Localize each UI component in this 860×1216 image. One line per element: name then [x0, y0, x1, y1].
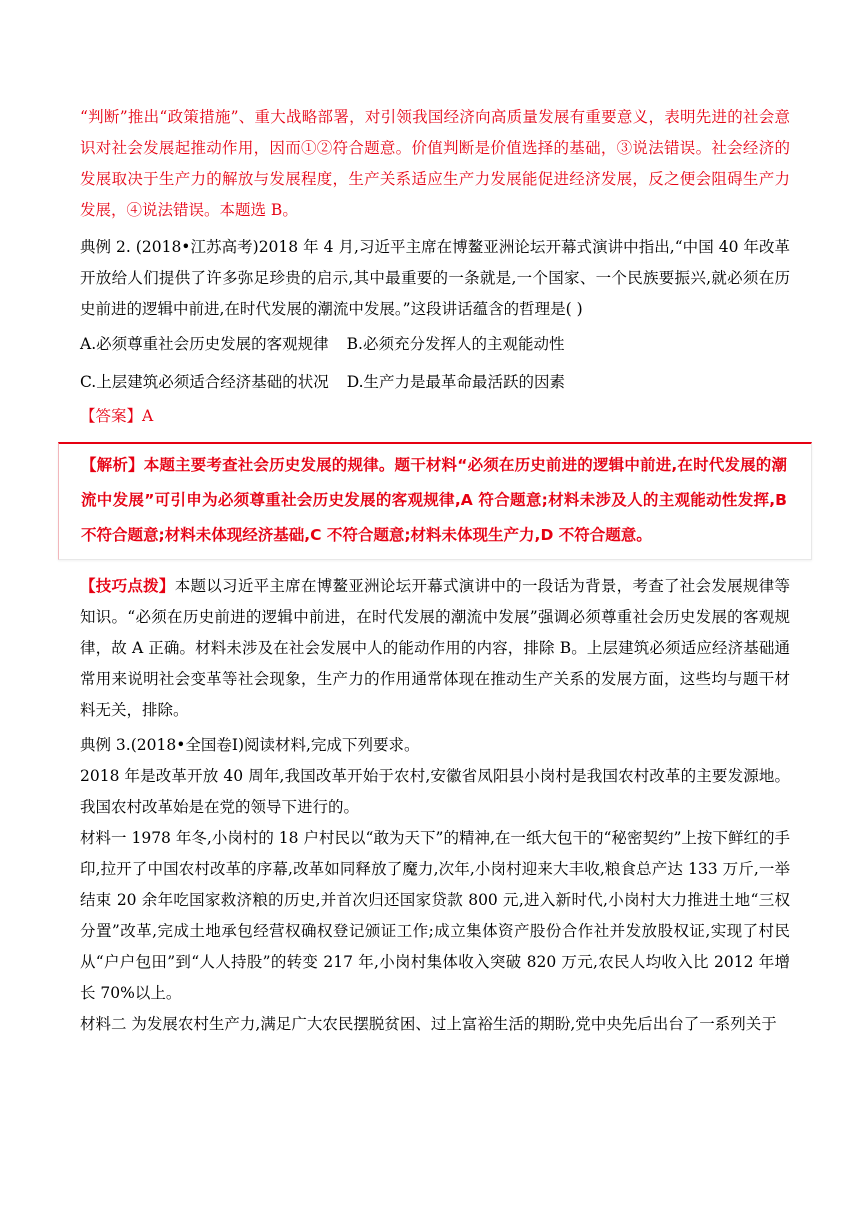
example3-material2: 材料二 为发展农村生产力,满足广大农民摆脱贫困、过上富裕生活的期盼,党中央先后出台了一系列关于 [80, 1015, 777, 1033]
example2-question: 典例 2. (2018•江苏高考)2018 年 4 月,习近平主席在博鳌亚洲论坛开幕式演讲中指出,“中国 40 年改革开放给人们提供了许多弥足珍贵的启示,其中最重要的一条就是,一个国家、一个民族要振兴,就必须在历史前进的逻辑中前进,在时代发展的潮流中发展。”这段讲话蕴含的哲理是( ) [80, 238, 790, 318]
example2-analysis: 【解析】本题主要考查社会历史发展的规律。题干材料“必须在历史前进的逻辑中前进,在时代发展的潮流中发展”可引申为必须尊重社会历史发展的客观规律,A 符合题意;材料未涉及人的主观能动性发挥,B 不符合题意;材料未体现经济基础,C 不符合题意;材料未体现生产力,D 不符合题意。 [81, 456, 787, 544]
option-a: A.必须尊重社会历史发展的客观规律 [80, 335, 329, 353]
example3-intro: 2018 年是改革开放 40 周年,我国改革开始于农村,安徽省凤阳县小岗村是我国农村改革的主要发源地。我国农村改革始是在党的领导下进行的。 [80, 767, 790, 816]
option-b: B.必须充分发挥人的主观能动性 [346, 335, 565, 353]
option-d: D.生产力是最革命最活跃的因素 [346, 373, 566, 391]
example2-options-row1 [80, 325, 790, 363]
skill-tip [80, 570, 790, 726]
analysis-box [58, 442, 812, 560]
option-c: C.上层建筑必须适合经济基础的状况 [80, 373, 329, 391]
example2-answer: 【答案】A [80, 407, 154, 425]
skill-tip-text: 本题以习近平主席在博鳌亚洲论坛开幕式演讲中的一段话为背景，考查了社会发展规律等知识。“必须在历史前进的逻辑中前进，在时代发展的潮流中发展”强调必须尊重社会历史发展的客观规律，故 A 正确。材料未涉及在社会发展中人的能动作用的内容，排除 B。上层建筑必须适应经济基础通常用来说明社会变革等社会现象，生产力的作用通常体现在推动生产关系的发展方面，这些均与题干材料无关，排除。 [80, 577, 790, 719]
example2-options-row2 [80, 363, 790, 401]
example3-material1: 材料一 1978 年冬,小岗村的 18 户村民以“敢为天下”的精神,在一纸大包干的“秘密契约”上按下鲜红的手印,拉开了中国农村改革的序幕,改革如同释放了魔力,次年,小岗村迎来大丰收,粮食总产达 133 万斤,一举结束 20 余年吃国家救济粮的历史,并首次归还国家贷款 800 元,进入新时代,小岗村大力推进土地“三权分置”改革,完成土地承包经营权确权登记颁证工作;成立集体资产股份合作社并发放股权证,实现了村民从“户户包田”到“人人持股”的转变 217 年,小岗村集体收入突破 820 万元,农民人均收入比 2012 年增长 70%以上。 [80, 829, 790, 1002]
skill-tip-label: 【技巧点拨】 [80, 576, 175, 595]
example3-question: 典例 3.(2018•全国卷Ⅰ)阅读材料,完成下列要求。 [80, 736, 420, 754]
previous-explanation: “判断”推出“政策措施”、重大战略部署，对引领我国经济向高质量发展有重要意义，表明先进的社会意识对社会发展起推动作用，因而①②符合题意。价值判断是价值选择的基础，③说法错误。社会经济的发展取决于生产力的解放与发展程度，生产关系适应生产力发展能促进经济发展，反之便会阻碍生产力发展，④说法错误。本题选 B。 [80, 108, 790, 219]
document-page [80, 100, 790, 1040]
